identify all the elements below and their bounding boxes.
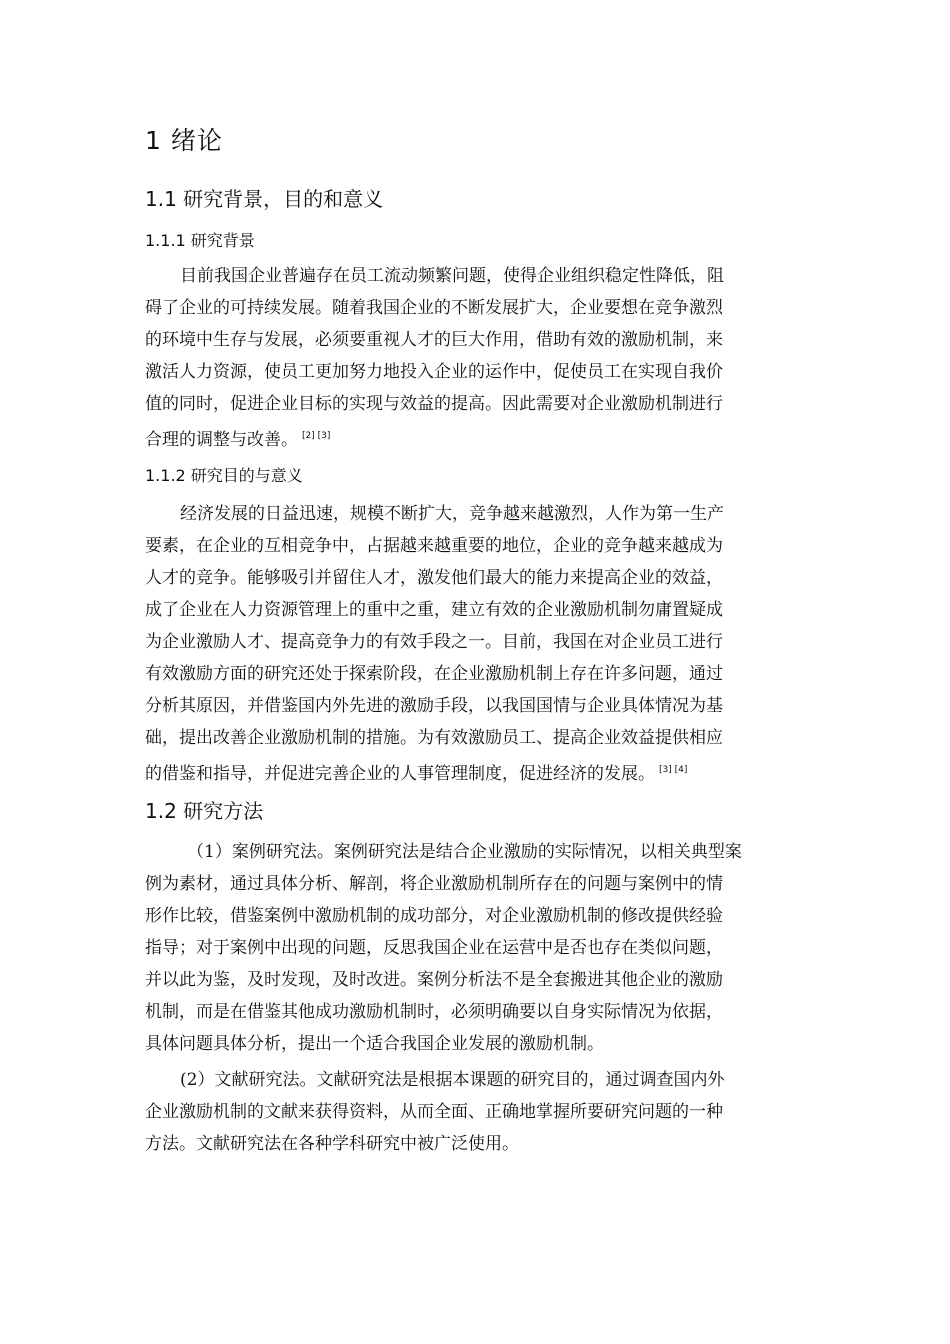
citation-reference: [3] [4] <box>659 765 688 775</box>
paragraph-line: 激活人力资源，使员工更加努力地投入企业的运作中，促使员工在实现自我价 <box>145 362 723 382</box>
paragraph-line: 础，提出改善企业激励机制的措施。为有效激励员工、提高企业效益提供相应 <box>145 728 723 748</box>
subsection-1-1-2-heading: 1.1.2 研究目的与意义 <box>145 466 303 485</box>
case-study-method-paragraph <box>145 836 803 1060</box>
paragraph-line: 为企业激励人才、提高竞争力的有效手段之一。目前，我国在对企业员工进行 <box>145 632 723 652</box>
paragraph-text: 的借鉴和指导，并促进完善企业的人事管理制度，促进经济的发展。 <box>145 764 655 784</box>
paragraph-line: 方法。文献研究法在各种学科研究中被广泛使用。 <box>145 1134 519 1154</box>
background-paragraph <box>145 260 803 452</box>
paragraph-line: 企业激励机制的文献来获得资料，从而全面、正确地掌握所要研究问题的一种 <box>145 1102 723 1122</box>
paragraph-line: 值的同时，促进企业目标的实现与效益的提高。因此需要对企业激励机制进行 <box>145 394 723 414</box>
paragraph-text: 合理的调整与改善。 <box>145 430 298 450</box>
paragraph-line-last <box>145 754 803 786</box>
paragraph-line: 碍了企业的可持续发展。随着我国企业的不断发展扩大，企业要想在竞争激烈 <box>145 298 723 318</box>
paragraph-line: 机制，而是在借鉴其他成功激励机制时，必须明确要以自身实际情况为依据， <box>145 1002 723 1022</box>
section-1-2-heading: 1.2 研究方法 <box>145 799 264 823</box>
section-1-1-heading: 1.1 研究背景，目的和意义 <box>145 187 384 211</box>
paragraph-line: 具体问题具体分析，提出一个适合我国企业发展的激励机制。 <box>145 1034 604 1054</box>
paragraph-line: （1）案例研究法。案例研究法是结合企业激励的实际情况，以相关典型案 <box>187 842 742 862</box>
citation-reference: [2] [3] <box>302 431 331 441</box>
paragraph-line: 并以此为鉴，及时发现，及时改进。案例分析法不是全套搬进其他企业的激励 <box>145 970 723 990</box>
subsection-1-1-1-heading: 1.1.1 研究背景 <box>145 231 255 250</box>
paragraph-line: 例为素材，通过具体分析、解剖，将企业激励机制所存在的问题与案例中的情 <box>145 874 723 894</box>
paragraph-line-last <box>145 420 803 452</box>
paragraph-line: (2）文献研究法。文献研究法是根据本课题的研究目的，通过调查国内外 <box>180 1070 725 1090</box>
purpose-paragraph <box>145 498 803 786</box>
paragraph-line: 目前我国企业普遍存在员工流动频繁问题，使得企业组织稳定性降低，阻 <box>180 266 724 286</box>
paragraph-line: 有效激励方面的研究还处于探索阶段，在企业激励机制上存在许多问题，通过 <box>145 664 723 684</box>
paragraph-line: 的环境中生存与发展，必须要重视人才的巨大作用，借助有效的激励机制，来 <box>145 330 723 350</box>
chapter-title: 1 绪论 <box>145 126 223 155</box>
paragraph-line: 要素，在企业的互相竞争中，占据越来越重要的地位，企业的竞争越来越成为 <box>145 536 723 556</box>
paragraph-line: 经济发展的日益迅速，规模不断扩大，竞争越来越激烈，人作为第一生产 <box>180 504 724 524</box>
paragraph-line: 分析其原因，并借鉴国内外先进的激励手段，以我国国情与企业具体情况为基 <box>145 696 723 716</box>
paragraph-line: 指导；对于案例中出现的问题，反思我国企业在运营中是否也存在类似问题， <box>145 938 723 958</box>
paragraph-line: 人才的竞争。能够吸引并留住人才，激发他们最大的能力来提高企业的效益， <box>145 568 723 588</box>
literature-method-paragraph <box>145 1064 803 1160</box>
paragraph-line: 成了企业在人力资源管理上的重中之重，建立有效的企业激励机制勿庸置疑成 <box>145 600 723 620</box>
paragraph-line: 形作比较，借鉴案例中激励机制的成功部分，对企业激励机制的修改提供经验 <box>145 906 723 926</box>
